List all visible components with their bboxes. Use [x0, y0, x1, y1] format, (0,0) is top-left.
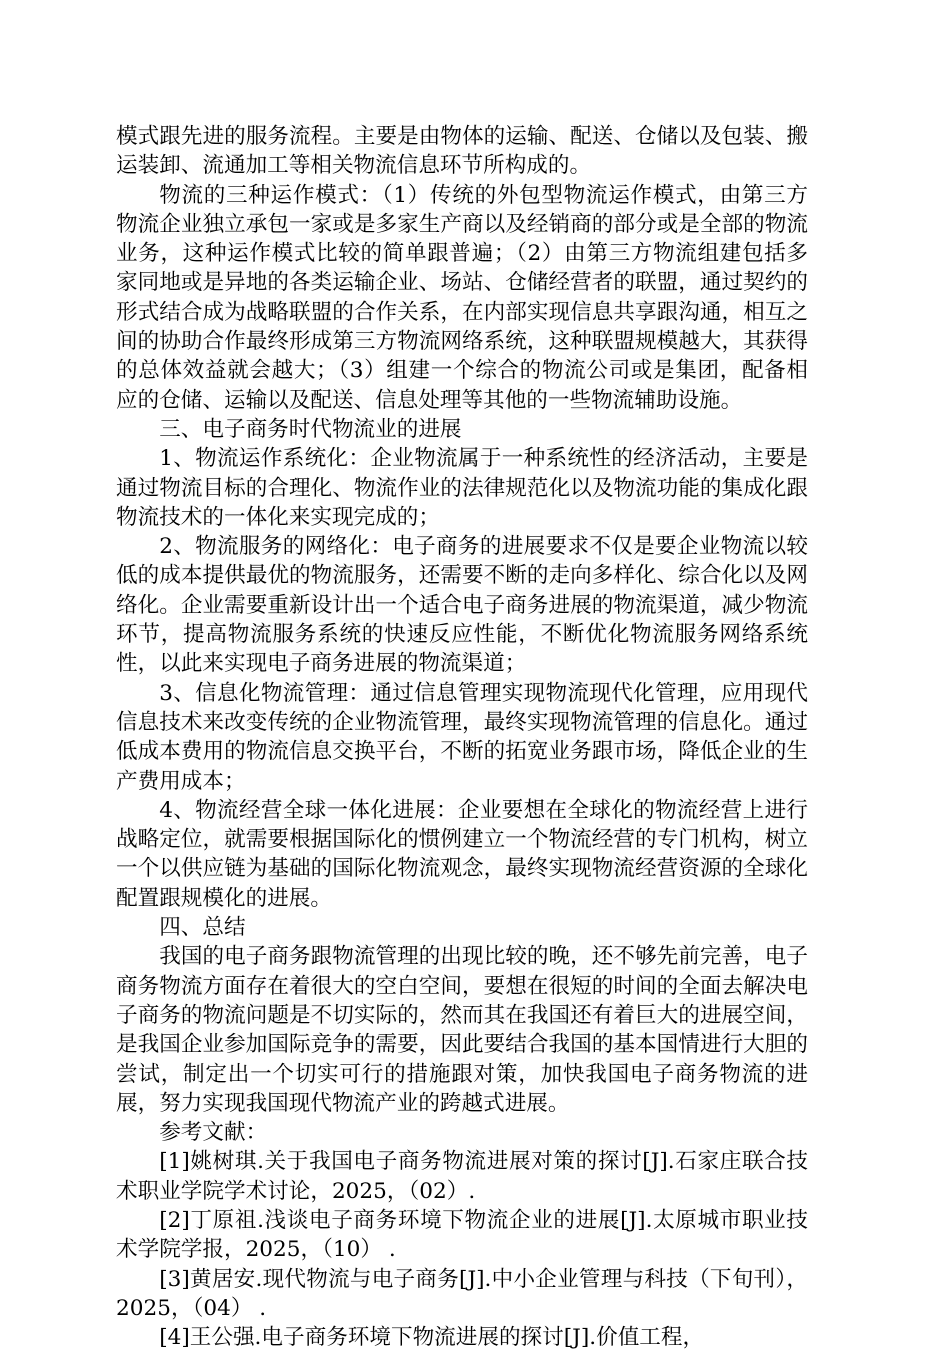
reference-item-2: [2]丁原祖.浅谈电子商务环境下物流企业的进展[J].太原城市职业技术学院学报，2025，（10） .: [116, 1207, 808, 1263]
reference-item-3: [3]黄居安.现代物流与电子商务[J].中小企业管理与科技（下旬刊）， 2025，（04） .: [116, 1266, 808, 1321]
document-body: [116, 122, 808, 1352]
paragraph-summary: 我国的电子商务跟物流管理的出现比较的晚，还不够先前完善，电子商务物流方面存在着很大的空白空间，要想在很短的时间的全面去解决电子商务的物流问题是不切实际的，然而其在我国还有着巨大的进展空间，是我国企业参加国际竞争的需要，因此要结合我国的基本国情进行大胆的尝试，制定出一个切实可行的措施跟对策，加快我国电子商务物流的进展，努力实现我国现代物流产业的跨越式进展。: [116, 944, 808, 1116]
paragraph-three-modes: 物流的三种运作模式：（1）传统的外包型物流运作模式，由第三方物流企业独立承包一家或是多家生产商以及经销商的部分或是全部的物流业务，这种运作模式比较的简单跟普遍；（2）由第三方物流组建包括多家同地或是异地的各类运输企业、场站、仓储经营者的联盟，通过契约的形式结合成为战略联盟的合作关系，在内部实现信息共享跟沟通，相互之间的协助合作最终形成第三方物流网络系统，这种联盟规模越大，其获得的总体效益就会越大；（3）组建一个综合的物流公司或是集团，配备相应的仓储、运输以及配送、信息处理等其他的一些物流辅助设施。: [116, 182, 808, 413]
references-heading: 参考文献：: [159, 1120, 268, 1146]
reference-item-4: [4]王公强.电子商务环境下物流进展的探讨[J].价值工程，: [159, 1325, 705, 1351]
section-heading-4: 四、总结: [159, 915, 246, 941]
reference-item-1: [1]姚树琪.关于我国电子商务物流进展对策的探讨[J].石家庄联合技术职业学院学术讨论，2025，（02）.: [116, 1149, 808, 1204]
paragraph-continuation: 模式跟先进的服务流程。主要是由物体的运输、配送、仓储以及包装、搬运装卸、流通加工等相关物流信息环节所构成的。: [116, 124, 808, 179]
paragraph-item-4: 4、物流经营全球一体化进展：企业要想在全球化的物流经营上进行战略定位，就需要根据国际化的惯例建立一个物流经营的专门机构，树立一个以供应链为基础的国际化物流观念，最终实现物流经营资源的全球化配置跟规模化的进展。: [116, 797, 808, 911]
paragraph-item-3: 3、信息化物流管理：通过信息管理实现物流现代化管理，应用现代信息技术来改变传统的企业物流管理，最终实现物流管理的信息化。通过低成本费用的物流信息交换平台，不断的拓宽业务跟市场，降低企业的生产费用成本；: [116, 680, 808, 794]
paragraph-item-2: 2、物流服务的网络化：电子商务的进展要求不仅是要企业物流以较低的成本提供最优的物流服务，还需要不断的走向多样化、综合化以及网络化。企业需要重新设计出一个适合电子商务进展的物流渠道，减少物流环节，提高物流服务系统的快速反应性能，不断优化物流服务网络系统性，以此来实现电子商务进展的物流渠道；: [116, 534, 808, 677]
section-heading-3: 三、电子商务时代物流业的进展: [159, 416, 462, 442]
paragraph-item-1: 1、物流运作系统化：企业物流属于一种系统性的经济活动，主要是通过物流目标的合理化、物流作业的法律规范化以及物流功能的集成化跟物流技术的一体化来实现完成的；: [116, 446, 808, 530]
